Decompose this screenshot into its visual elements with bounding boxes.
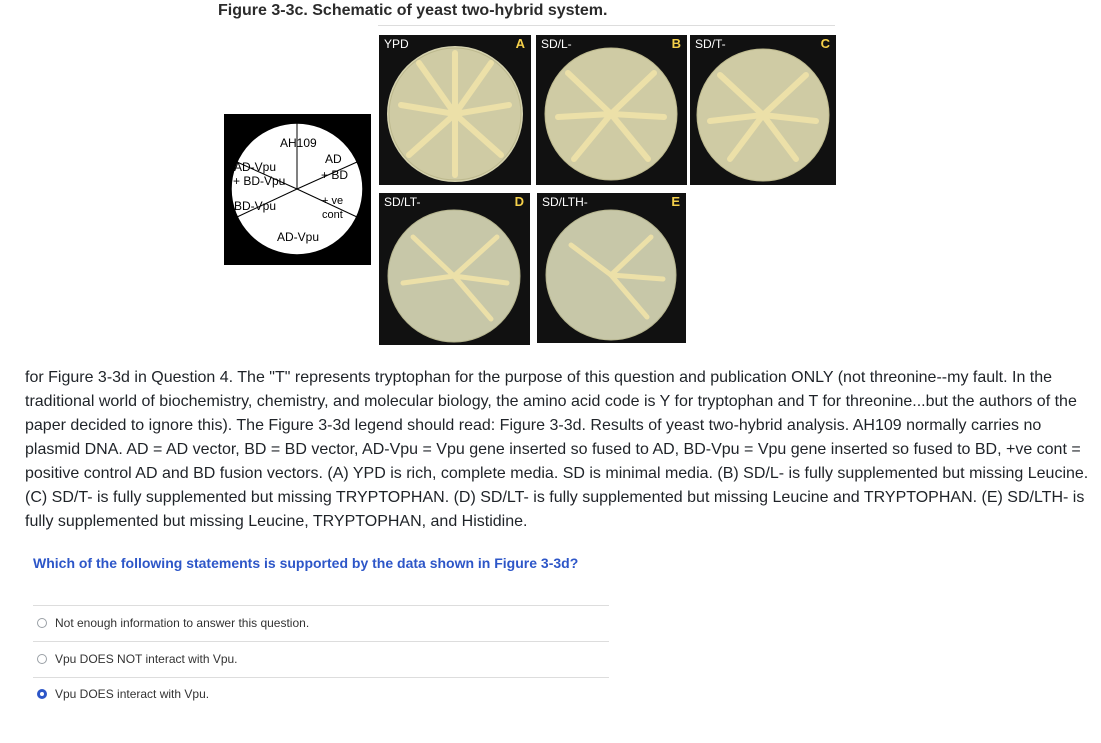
wheel-label-ad-vpu: AD-Vpu [277, 230, 320, 244]
wheel-label-ad-vpu-bd-vpu-2: + BD-Vpu [233, 174, 286, 188]
wheel-label-cont: cont [322, 209, 343, 221]
plate-letter: B [671, 36, 681, 51]
plate-letter: E [671, 194, 680, 209]
option-label: Vpu DOES interact with Vpu. [55, 687, 210, 701]
wheel-label-ad-vpu-bd-vpu-1: AD-Vpu [234, 160, 277, 174]
wheel-label-ve: + ve [322, 195, 344, 207]
option-divider [33, 641, 609, 642]
answer-option[interactable] [37, 650, 238, 668]
radio-button[interactable] [37, 654, 47, 664]
wheel-label-ad: AD [325, 152, 342, 166]
answer-option[interactable] [37, 685, 209, 703]
radio-button[interactable] [37, 618, 47, 628]
option-label: Vpu DOES NOT interact with Vpu. [55, 652, 238, 666]
figure-title: Figure 3-3c. Schematic of yeast two-hybrid system. [218, 2, 608, 19]
schematic-wheel [224, 114, 371, 265]
plate-b [536, 35, 687, 185]
option-label: Not enough information to answer this question. [55, 616, 310, 630]
plate-letter: C [820, 36, 830, 51]
title-divider [378, 25, 835, 26]
plate-label: SD/T- [695, 37, 726, 51]
wheel-label-bd-vpu: BD-Vpu [234, 199, 277, 213]
plate-e [537, 193, 686, 343]
plate-d [379, 193, 530, 345]
figure-legend: for Figure 3-3d in Question 4. The "T" represents tryptophan for the purpose of this question and publication ONLY (not threonine--my fault. In the traditional world of biochemistry, chemistry, and molecular biology, the amino acid code is Y for tryptophan and T for threonine...but the authors of the paper decided to ignore this). The Figure 3-3d legend should read: Figure 3-3d. Results of yeast two-hybrid analysis. AH109 normally carries no plasmid DNA. AD = AD vector, BD = BD vector, AD-Vpu = Vpu gene inserted so fused to AD, BD-Vpu = Vpu gene inserted so fused to BD, +ve cont = positive control AD and BD fusion vectors. (A) YPD is rich, complete media. SD is minimal media. (B) SD/L- is fully supplemented but missing Leucine. (C) SD/T- is fully supplemented but missing TRYPTOPHAN. (D) SD/LT- is fully supplemented but missing Leucine and TRYPTOPHAN. (E) SD/LTH- is fully supplemented but missing Leucine, TRYPTOPHAN, and Histidine. [25, 369, 1089, 530]
plate-a [379, 35, 531, 185]
plate-label: SD/LT- [384, 195, 421, 209]
option-divider [33, 605, 609, 606]
plate-letter: A [515, 36, 525, 51]
wheel-label-bd: + BD [321, 168, 349, 182]
plate-label: SD/L- [541, 37, 572, 51]
plate-letter: D [514, 194, 524, 209]
option-divider [33, 677, 609, 678]
answer-option[interactable] [37, 614, 309, 632]
question-prompt: Which of the following statements is supported by the data shown in Figure 3-3d? [33, 555, 579, 571]
plate-c [690, 35, 836, 185]
radio-button-selected[interactable] [37, 689, 47, 699]
wheel-label-ah109: AH109 [280, 136, 317, 150]
plate-label: SD/LTH- [542, 195, 588, 209]
plate-label: YPD [384, 37, 409, 51]
